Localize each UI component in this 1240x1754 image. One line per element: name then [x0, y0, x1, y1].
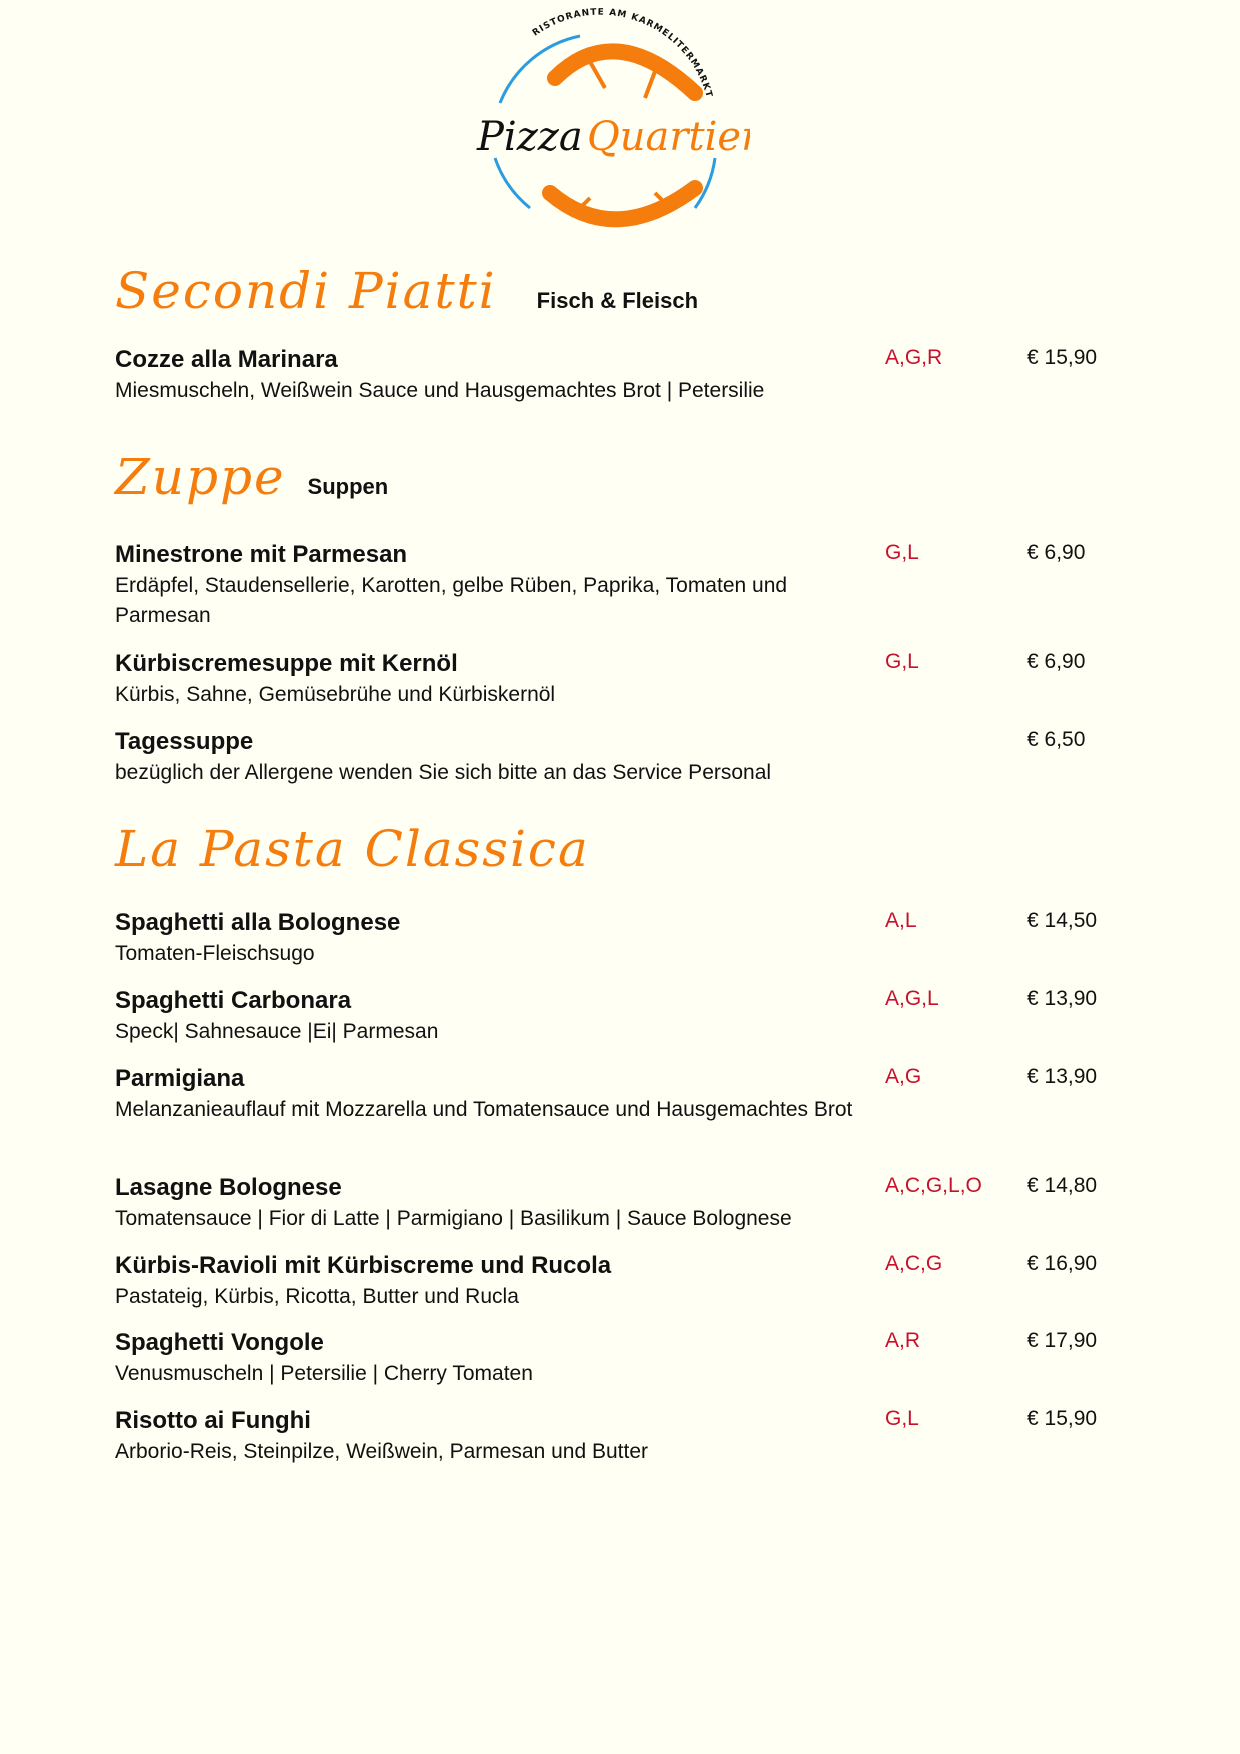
item-allergens: A,R	[885, 1329, 921, 1352]
item-allergens: G,L	[885, 650, 919, 673]
section-header-la-pasta-classica	[115, 820, 590, 878]
item-description: Speck| Sahnesauce |Ei| Parmesan	[115, 1020, 439, 1043]
item-description: bezüglich der Allergene wenden Sie sich bitte an das Service Personal	[115, 761, 772, 784]
item-price: € 15,90	[1027, 346, 1098, 369]
item-price: € 17,90	[1027, 1329, 1098, 1352]
menu-item	[115, 985, 1125, 1047]
svg-text:RISTORANTE AM KARMELITERMARKT: RISTORANTE AM KARMELITERMARKT	[530, 8, 714, 100]
svg-text:Pizza: Pizza	[477, 114, 583, 160]
item-description: Erdäpfel, Staudensellerie, Karotten, gelbe Rüben, Paprika, Tomaten und Parmesan	[115, 574, 788, 627]
item-price: € 14,50	[1027, 909, 1098, 932]
section-subtitle: Suppen	[307, 474, 389, 499]
item-price: € 6,90	[1027, 541, 1086, 564]
menu-item	[115, 1250, 1125, 1312]
item-name: Kürbiscremesuppe mit Kernöl	[115, 650, 458, 677]
section-header-zuppe	[115, 448, 388, 506]
item-price: € 15,90	[1027, 1407, 1098, 1430]
section-subtitle: Fisch & Fleisch	[536, 288, 699, 313]
item-allergens: A,C,G,L,O	[885, 1174, 982, 1197]
item-name: Parmigiana	[115, 1065, 245, 1092]
item-allergens: A,C,G	[885, 1252, 943, 1275]
item-description: Tomatensauce | Fior di Latte | Parmigiano | Basilikum | Sauce Bolognese	[115, 1207, 792, 1230]
menu-item	[115, 1327, 1125, 1389]
menu-item	[115, 1405, 1125, 1467]
item-description: Tomaten-Fleischsugo	[115, 942, 315, 965]
menu-item	[115, 1172, 1125, 1234]
item-description: Melanzanieauflauf mit Mozzarella und Tomatensauce und Hausgemachtes Brot	[115, 1098, 853, 1121]
menu-item	[115, 539, 1125, 631]
section-title: La Pasta Classica	[115, 820, 590, 878]
item-allergens: A,G,L	[885, 987, 939, 1010]
item-price: € 13,90	[1027, 987, 1098, 1010]
item-name: Spaghetti alla Bolognese	[115, 909, 401, 936]
menu-item	[115, 726, 1125, 788]
item-name: Cozze alla Marinara	[115, 346, 338, 373]
item-price: € 6,90	[1027, 650, 1086, 673]
item-allergens: A,G,R	[885, 346, 943, 369]
item-name: Spaghetti Carbonara	[115, 987, 352, 1014]
svg-text:Quartier: Quartier	[587, 114, 750, 160]
menu-item	[115, 1063, 1125, 1125]
pizza-logo-icon	[465, 8, 750, 233]
item-description: Pastateig, Kürbis, Ricotta, Butter und Rucla	[115, 1285, 519, 1308]
item-description: Kürbis, Sahne, Gemüsebrühe und Kürbiskernöl	[115, 683, 556, 706]
section-title: Secondi Piatti	[115, 262, 497, 320]
menu-item	[115, 344, 1125, 406]
item-price: € 14,80	[1027, 1174, 1098, 1197]
item-price: € 6,50	[1027, 728, 1086, 751]
restaurant-logo	[465, 8, 750, 233]
item-description: Arborio-Reis, Steinpilze, Weißwein, Parmesan und Butter	[115, 1440, 649, 1463]
item-price: € 16,90	[1027, 1252, 1098, 1275]
item-allergens: A,G	[885, 1065, 922, 1088]
item-allergens: A,L	[885, 909, 917, 932]
item-name: Kürbis-Ravioli mit Kürbiscreme und Rucola	[115, 1252, 612, 1279]
menu-item	[115, 648, 1125, 710]
menu-item	[115, 907, 1125, 969]
item-name: Minestrone mit Parmesan	[115, 541, 408, 568]
section-title: Zuppe	[115, 448, 286, 506]
item-allergens: G,L	[885, 1407, 919, 1430]
item-allergens: G,L	[885, 541, 919, 564]
section-header-secondi-piatti	[115, 262, 698, 320]
item-description: Venusmuscheln | Petersilie | Cherry Tomaten	[115, 1362, 533, 1385]
item-name: Risotto ai Funghi	[115, 1407, 311, 1434]
item-name: Tagessuppe	[115, 728, 254, 755]
item-name: Spaghetti Vongole	[115, 1329, 324, 1356]
item-description: Miesmuscheln, Weißwein Sauce und Hausgemachtes Brot | Petersilie	[115, 379, 765, 402]
item-name: Lasagne Bolognese	[115, 1174, 342, 1201]
item-price: € 13,90	[1027, 1065, 1098, 1088]
